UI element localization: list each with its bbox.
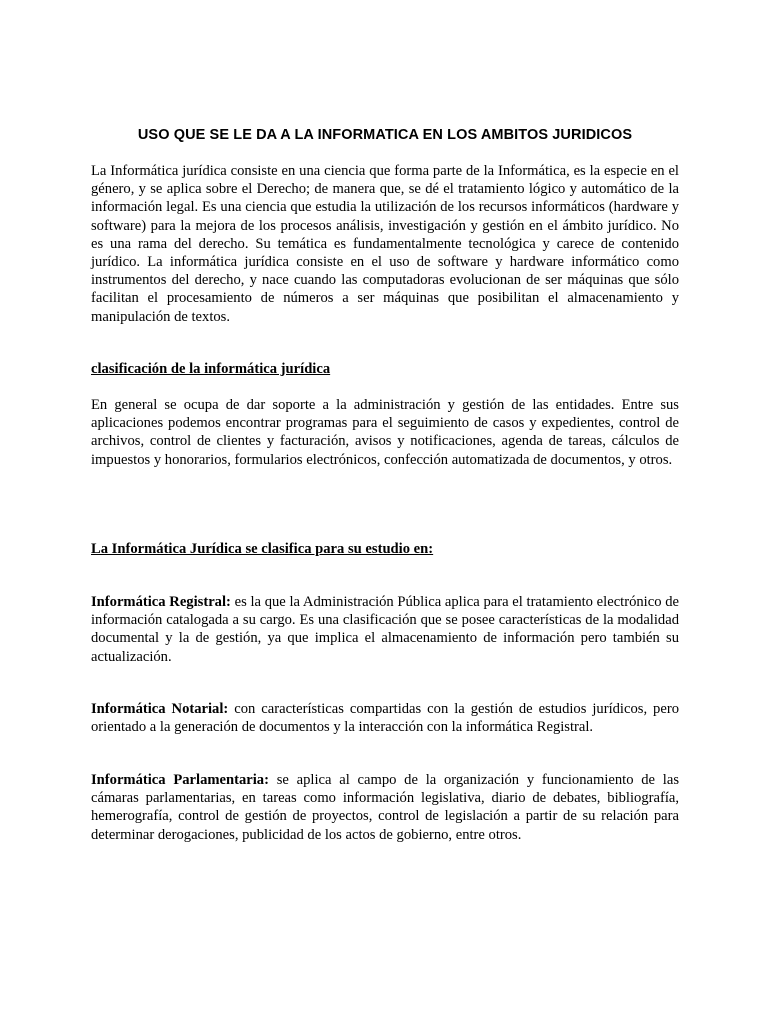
item-registral — [91, 593, 679, 666]
item-notarial — [91, 700, 679, 736]
item-notarial-term: Informática Notarial: — [91, 701, 229, 717]
item-parlamentaria-term: Informática Parlamentaria: — [91, 772, 269, 788]
item-registral-text: es la que la Administración Pública aplica para el tratamiento electrónico de información catalogada a su cargo. Es una clasificación que se posee características de la modalidad documental y la de gestión, ya que implica el almacenamiento de información pero también su actualización. — [91, 594, 679, 665]
classification-paragraph: En general se ocupa de dar soporte a la administración y gestión de las entidades. Entre sus aplicaciones podemos encontrar programas para el seguimiento de casos y expedientes, control de archivos, control de clientes y facturación, avisos y notificaciones, agenda de tareas, cálculos de impuestos y honorarios, formularios electrónicos, confección automatizada de documentos, y otros. — [91, 397, 679, 468]
item-parlamentaria — [91, 771, 679, 844]
item-registral-term: Informática Registral: — [91, 594, 231, 610]
section-heading-classification: clasificación de la informática jurídica — [91, 361, 331, 377]
intro-paragraph: La Informática jurídica consiste en una ciencia que forma parte de la Informática, es la especie en el género, y se aplica sobre el Derecho; de manera que, se dé el tratamiento lógico y automático de la información legal. Es una ciencia que estudia la utilización de los recursos informáticos (hardware y software) para la mejora de los procesos análisis, investigación y gestión en el ámbito jurídico. No es una rama del derecho. Su temática es fundamentalmente tecnológica y carece de contenido jurídico. La informática jurídica consiste en el uso de software y hardware informático como instrumentos del derecho, y nace cuando las computadoras evolucionan de ser máquinas que sólo facilitan el procesamiento de números a ser máquinas que posibilitan el almacenamiento y manipulación de textos. — [91, 163, 679, 325]
section-heading-study: La Informática Jurídica se clasifica para su estudio en: — [91, 541, 434, 557]
document-title: USO QUE SE LE DA A LA INFORMATICA EN LOS AMBITOS JURIDICOS — [137, 127, 633, 143]
item-notarial-text: con características compartidas con la gestión de estudios jurídicos, pero orientado a la generación de documentos y la interacción con la informática Registral. — [91, 701, 679, 736]
item-parlamentaria-text: se aplica al campo de la organización y funcionamiento de las cámaras parlamentarias, en tareas como información legislativa, diario de debates, bibliografía, hemerografía, control de gestión de proyectos, control de legislación a partir de su relación para determinar derogaciones, publicidad de los actos de gobierno, entre otros. — [91, 772, 679, 843]
